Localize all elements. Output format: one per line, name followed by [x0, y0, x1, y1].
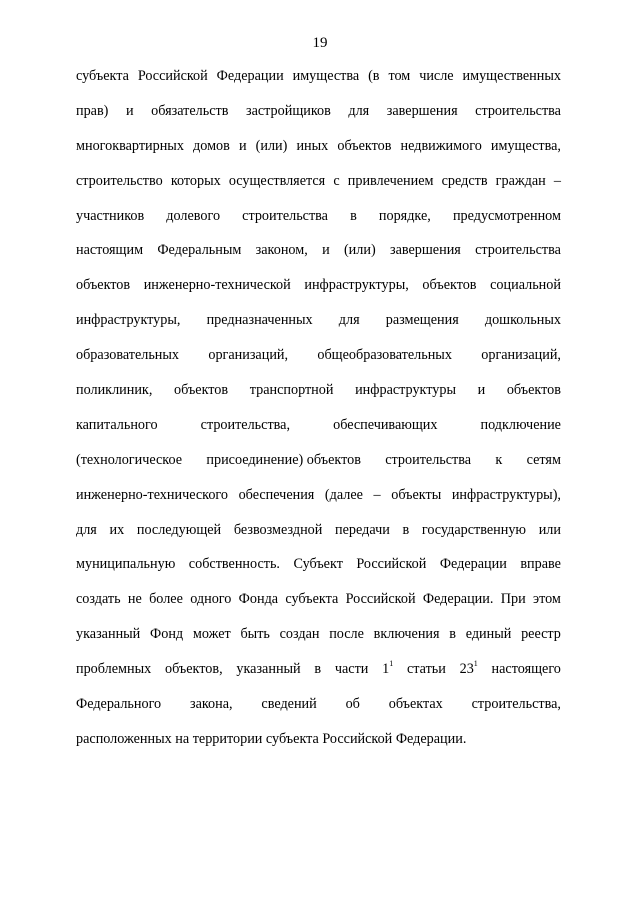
text-word: завершения — [389, 242, 461, 259]
text-word: включения — [373, 626, 440, 643]
text-word: субъекта — [285, 591, 339, 608]
text-word: более — [149, 591, 183, 608]
text-word: настоящего — [491, 661, 561, 678]
text-word: и — [125, 102, 134, 119]
text-word: строительства — [475, 242, 561, 259]
text-word: одного — [190, 591, 232, 608]
page-number: 19 — [312, 35, 328, 51]
body-text — [76, 67, 561, 765]
text-word: числе — [419, 68, 454, 84]
text-word: имущества, — [490, 137, 561, 154]
text-word: имущественных — [462, 68, 561, 84]
text-word: в — [314, 661, 322, 678]
text-word: расположенных на территории субъекта Российской Федерации. — [76, 730, 467, 747]
text-word: Фонда — [238, 591, 279, 608]
text-word: государственную — [421, 521, 527, 538]
text-word: том — [388, 68, 411, 84]
text-word: Федеральным — [157, 242, 242, 259]
text-word: объектов — [337, 137, 392, 154]
text-line — [76, 416, 561, 451]
text-line — [76, 730, 561, 765]
text-word: в — [449, 626, 456, 643]
text-word: – — [553, 172, 561, 189]
text-word: многоквартирных — [76, 137, 184, 154]
text-word: инженерно-технической — [143, 277, 291, 294]
text-word: организаций, — [481, 347, 561, 364]
text-word: последующей — [136, 521, 222, 538]
text-word: Субъект — [293, 556, 343, 573]
text-line — [76, 451, 561, 486]
text-word: создать — [76, 591, 121, 608]
text-word: их — [109, 521, 125, 538]
text-line — [76, 660, 561, 695]
text-word: транспортной — [249, 382, 334, 399]
text-line — [76, 695, 561, 730]
text-word: предусмотренном — [452, 207, 561, 224]
text-word: (в — [368, 68, 380, 84]
text-word: $1^1$ — [382, 659, 394, 678]
text-word: долевого — [166, 207, 221, 224]
text-word: Российской — [345, 591, 416, 608]
text-word: в — [350, 207, 357, 224]
text-word: сведений — [261, 696, 317, 713]
text-line — [76, 590, 561, 625]
text-word: инфраструктуры — [355, 382, 456, 399]
text-word: (или) — [343, 242, 376, 259]
text-word: размещения — [385, 312, 459, 329]
text-word: застройщиков — [245, 102, 331, 119]
text-word: вправе — [520, 556, 561, 573]
text-word: инфраструктуры, — [304, 277, 409, 294]
text-word: $23^1$ — [459, 659, 478, 678]
text-word: строительства — [242, 207, 328, 224]
text-word: строительства, — [471, 696, 561, 713]
text-word: Федерации — [439, 556, 507, 573]
text-word: и — [477, 382, 486, 399]
text-word: создан — [279, 626, 320, 643]
text-word: безвозмездной — [233, 521, 323, 538]
text-word: осуществляется — [228, 172, 326, 189]
text-word: присоединение) объектов — [206, 451, 361, 468]
text-word: Российской — [137, 68, 208, 84]
text-word: участников — [76, 207, 145, 224]
text-word: в — [402, 521, 410, 538]
text-line — [76, 381, 561, 416]
text-word: иных — [296, 137, 329, 154]
text-word: объектов — [422, 277, 477, 294]
text-word: объекты — [391, 486, 442, 503]
text-word: закона, — [189, 696, 233, 713]
text-line — [76, 207, 561, 242]
text-word: обеспечения — [238, 486, 315, 503]
text-word: инженерно-технического — [76, 486, 228, 503]
text-word: капитального — [76, 416, 158, 433]
text-word: домов — [193, 137, 230, 154]
text-word: настоящим — [76, 242, 144, 259]
text-word: объектов — [506, 382, 561, 399]
text-word: с — [333, 172, 340, 189]
text-word: субъекта — [76, 68, 129, 84]
text-word: – — [373, 486, 381, 503]
text-word: не — [127, 591, 142, 608]
text-line — [76, 311, 561, 346]
text-word: объектов, — [164, 661, 223, 678]
text-word: указанный — [236, 661, 301, 678]
text-word: объектов — [76, 277, 131, 294]
text-word: прав) — [76, 102, 109, 119]
text-word: При — [500, 591, 526, 608]
text-word: Федерации — [216, 68, 284, 84]
text-word: объектов — [174, 382, 229, 399]
text-word: общеобразовательных — [317, 347, 452, 364]
text-word: Федерального — [76, 696, 162, 713]
text-line — [76, 137, 561, 172]
text-word: для — [76, 521, 97, 538]
text-word: привлечением — [347, 172, 434, 189]
text-word: (далее — [324, 486, 363, 503]
text-word: социальной — [490, 277, 561, 294]
text-word: законом, — [255, 242, 308, 259]
text-line — [76, 346, 561, 381]
text-word: предназначенных — [206, 312, 313, 329]
text-word: поликлиник, — [76, 382, 153, 399]
text-line — [76, 276, 561, 311]
text-word: к — [495, 451, 503, 468]
text-word: после — [329, 626, 364, 643]
text-word: и — [238, 137, 247, 154]
text-word: Федерации. — [422, 591, 494, 608]
text-word: образовательных — [76, 347, 180, 364]
text-word: подключение — [480, 416, 561, 433]
text-word: и — [322, 242, 330, 259]
text-word: средств — [441, 172, 488, 189]
text-word: статьи — [406, 661, 446, 678]
text-word: об — [345, 696, 360, 713]
text-word: может — [192, 626, 231, 643]
text-word: имущества — [292, 68, 360, 84]
text-word: дошкольных — [484, 312, 561, 329]
text-word: указанный — [76, 626, 141, 643]
text-line — [76, 67, 561, 102]
text-word: которых — [170, 172, 221, 189]
text-word: части — [334, 661, 369, 678]
text-word: передачи — [335, 521, 390, 538]
text-word: обеспечивающих — [333, 416, 438, 433]
text-word: инфраструктуры, — [76, 312, 181, 329]
text-word: проблемных — [76, 661, 152, 678]
text-word: объектах — [388, 696, 443, 713]
text-word: для — [338, 312, 360, 329]
text-word: (технологическое — [76, 451, 183, 468]
text-word: строительство — [76, 172, 163, 189]
text-word: строительства — [475, 102, 561, 119]
text-word: быть — [240, 626, 270, 643]
text-word: порядке, — [378, 207, 431, 224]
text-line — [76, 555, 561, 590]
text-word: обязательств — [151, 102, 229, 119]
text-word: организаций, — [208, 347, 289, 364]
text-word: Фонд — [150, 626, 184, 643]
text-word: строительства — [385, 451, 472, 468]
text-word: Российской — [356, 556, 427, 573]
text-word: единый — [465, 626, 512, 643]
text-word: муниципальную — [76, 556, 176, 573]
text-line — [76, 625, 561, 660]
text-word: собственность. — [188, 556, 280, 573]
text-word: реестр — [521, 626, 561, 643]
text-word: или — [538, 521, 561, 538]
text-word: недвижимого — [400, 137, 482, 154]
text-word: сетям — [526, 451, 561, 468]
text-word: завершения — [386, 102, 458, 119]
text-line — [76, 521, 561, 556]
text-word: этом — [532, 591, 561, 608]
text-word: инфраструктуры), — [451, 486, 561, 503]
text-word: (или) — [255, 137, 288, 154]
text-line — [76, 486, 561, 521]
text-line — [76, 241, 561, 276]
text-word: строительства, — [200, 416, 291, 433]
text-word: для — [348, 102, 370, 119]
text-word: граждан — [495, 172, 546, 189]
text-line — [76, 172, 561, 207]
text-line — [76, 102, 561, 137]
